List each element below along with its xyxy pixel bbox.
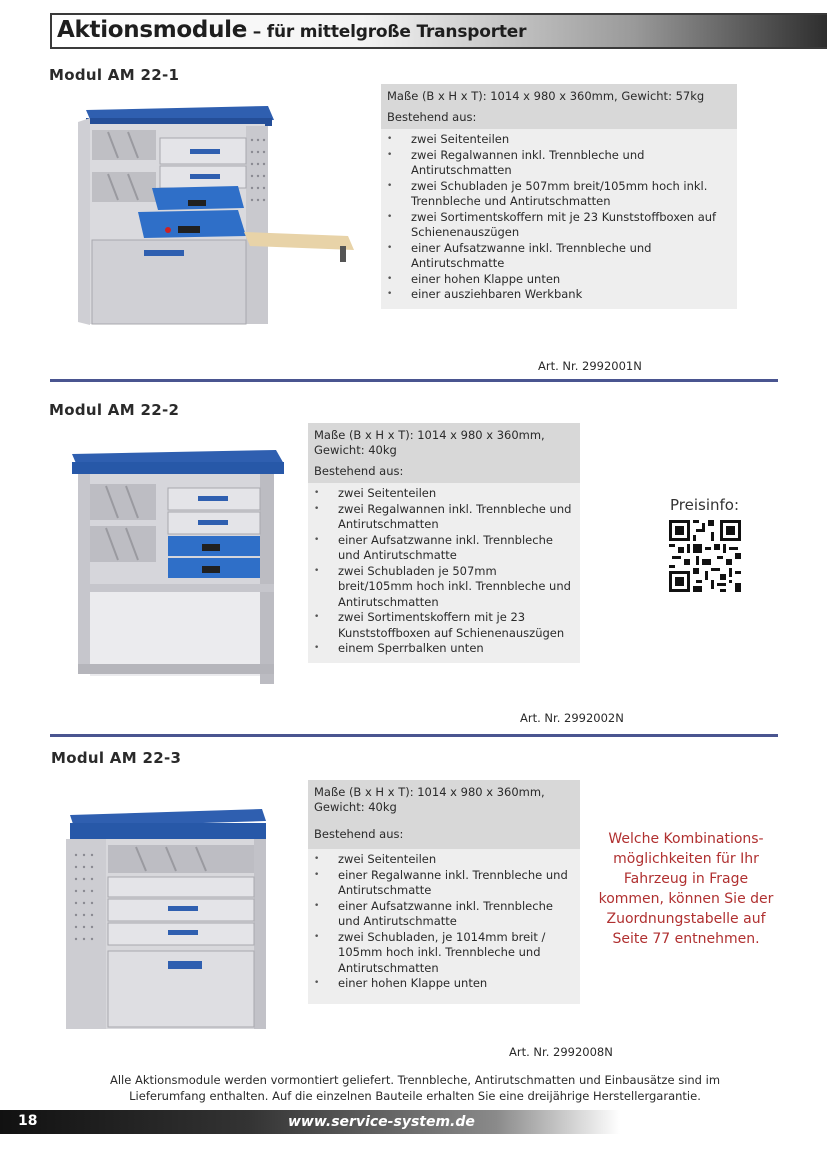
list-item: • zwei Seitenteilen (314, 486, 574, 502)
module-3-consists-label: Bestehend aus: (314, 827, 404, 841)
module-2-item-list (314, 486, 574, 657)
list-item: • einer Aufsatzwanne inkl. Trennbleche und Antirutschmatte (314, 533, 574, 564)
module-1-dims: Maße (B x H x T): 1014 x 980 x 360mm, Gewicht: 57kg (387, 89, 705, 103)
list-item: • zwei Sortimentskoffern mit je 23 Kunststoffboxen auf Schienenauszügen (387, 210, 731, 241)
module-3-image (66, 805, 271, 1035)
list-item: • zwei Regalwannen inkl. Trennbleche und Antirutschmatten (314, 502, 574, 533)
page-title (57, 17, 526, 43)
module-1-image (78, 100, 358, 330)
list-item: • einer hohen Klappe unten (314, 976, 574, 992)
module-1-consists-label: Bestehend aus: (387, 110, 477, 124)
module-3-spec (308, 780, 580, 1004)
list-item: • zwei Schubladen je 507mm breit/105mm hoch inkl. Trennbleche und Antirutschmatten (387, 179, 731, 210)
page-title-sub: für mittelgroße Transporter (266, 22, 527, 42)
module-2-art-nr: Art. Nr. 2992002N (520, 711, 624, 725)
list-item: • zwei Schubladen, je 1014mm breit / 105mm hoch inkl. Trennbleche und Antirutschmatten (314, 930, 574, 977)
list-item: • einer Aufsatzwanne inkl. Trennbleche und Antirutschmatte (314, 899, 574, 930)
module-3-art-nr: Art. Nr. 2992008N (509, 1045, 613, 1059)
price-info-label: Preisinfo: (670, 496, 740, 514)
qr-code-icon[interactable] (669, 520, 741, 592)
page-title-dash: – (247, 22, 267, 42)
module-2-spec-header (308, 423, 580, 483)
page-title-main: Aktionsmodule (57, 17, 248, 43)
list-item: • zwei Schubladen je 507mm breit/105mm hoch inkl. Trennbleche und Antirutschmatten (314, 564, 574, 611)
module-1-spec-header (381, 84, 737, 129)
divider (50, 734, 778, 737)
footer-url-link[interactable]: www.service-system.de (288, 1114, 475, 1130)
module-2-consists-label: Bestehend aus: (314, 464, 404, 478)
list-item: • einer ausziehbaren Werkbank (387, 287, 731, 303)
module-1-item-list (387, 132, 731, 303)
divider (50, 379, 778, 382)
page-number: 18 (18, 1113, 38, 1129)
list-item: • zwei Regalwannen inkl. Trennbleche und Antirutschmatten (387, 148, 731, 179)
combination-note: Welche Kombinations-möglichkeiten für Ihr Fahrzeug in Frage kommen, können Sie der Zuordnungstabelle auf Seite 77 entnehmen. (598, 831, 774, 947)
list-item: • zwei Seitenteilen (314, 852, 574, 868)
list-item: • einer Aufsatzwanne inkl. Trennbleche und Antirutschmatte (387, 241, 731, 272)
list-item: • einer hohen Klappe unten (387, 272, 731, 288)
module-2-spec (308, 423, 580, 663)
module-3-spec-body (308, 849, 580, 1004)
module-2-spec-body (308, 483, 580, 663)
module-2-dims: Maße (B x H x T): 1014 x 980 x 360mm, Gewicht: 40kg (314, 428, 545, 457)
footnote: Alle Aktionsmodule werden vormontiert geliefert. Trennbleche, Antirutschmatten und Einbausätze sind im Lieferumfang enthalten. Auf die einzelnen Bauteile erhalten Sie eine dreijährige Herstellergarantie. (109, 1073, 721, 1103)
module-1-title: Modul AM 22-1 (49, 66, 180, 84)
list-item: • einem Sperrbalken unten (314, 641, 574, 657)
module-3-dims: Maße (B x H x T): 1014 x 980 x 360mm, Gewicht: 40kg (314, 785, 545, 814)
module-1-spec (381, 84, 737, 309)
module-1-art-nr: Art. Nr. 2992001N (538, 359, 642, 373)
list-item: • zwei Seitenteilen (387, 132, 731, 148)
module-3-item-list (314, 852, 574, 992)
module-3-spec-header (308, 780, 580, 849)
list-item: • zwei Sortimentskoffern mit je 23 Kunststoffboxen auf Schienenauszügen (314, 610, 574, 641)
module-2-title: Modul AM 22-2 (49, 401, 180, 419)
module-1-spec-body (381, 129, 737, 309)
module-3-title: Modul AM 22-3 (51, 749, 182, 767)
list-item: • einer Regalwanne inkl. Trennbleche und Antirutschmatte (314, 868, 574, 899)
header-bar (50, 13, 827, 49)
module-2-image (66, 440, 291, 690)
